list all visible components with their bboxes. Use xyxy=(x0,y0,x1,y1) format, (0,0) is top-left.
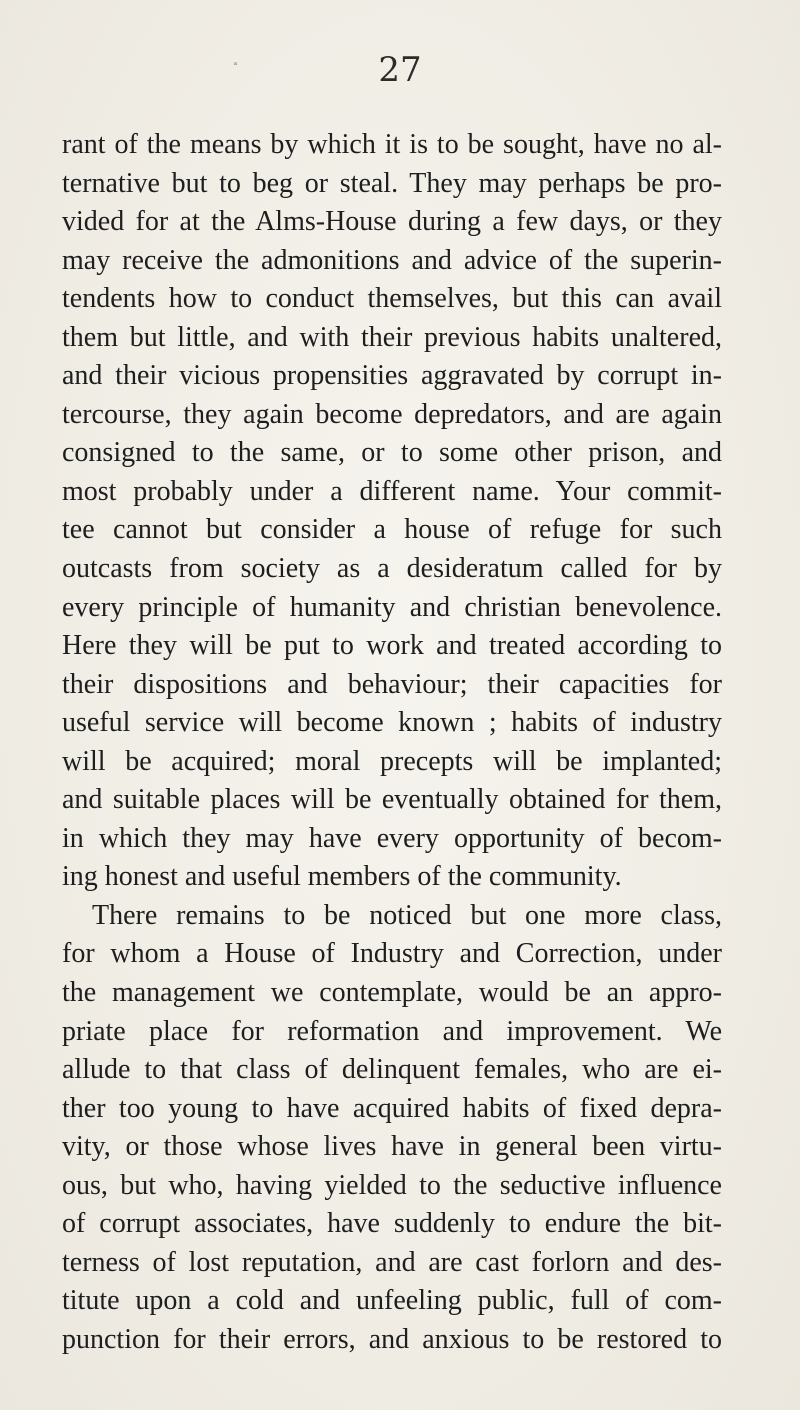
text-line: tee cannot but consider a house of refuge for such xyxy=(62,514,722,546)
text-line: tendents how to conduct themselves, but this can avail xyxy=(62,283,722,315)
text-line: them but little, and with their previous habits unaltered, xyxy=(62,321,722,353)
text-line: consigned to the same, or to some other prison, and xyxy=(62,437,722,469)
text-line: ther too young to have acquired habits of fixed depra- xyxy=(62,1092,722,1124)
text-line: ing honest and useful members of the community. xyxy=(62,861,622,893)
text-line: and suitable places will be eventually obtained for them, xyxy=(62,784,722,816)
text-line: will be acquired; moral precepts will be implanted; xyxy=(62,745,722,777)
text-line: ous, but who, having yielded to the seductive influence xyxy=(62,1169,722,1201)
text-line: outcasts from society as a desideratum called for by xyxy=(62,553,722,585)
text-line: ternative but to beg or steal. They may perhaps be pro- xyxy=(62,167,722,199)
text-line: tercourse, they again become depredators, and are again xyxy=(62,398,722,430)
text-line: in which they may have every opportunity of becom- xyxy=(62,822,722,854)
margin-speck: ˟ xyxy=(232,62,239,78)
text-line: every principle of humanity and christian benevolence. xyxy=(62,591,722,623)
text-line: of corrupt associates, have suddenly to endure the bit- xyxy=(62,1208,722,1240)
text-line: Here they will be put to work and treated according to xyxy=(62,630,722,662)
text-line: punction for their errors, and anxious to be restored to xyxy=(62,1323,722,1355)
text-line: and their vicious propensities aggravated by corrupt in- xyxy=(62,360,722,392)
text-line: vity, or those whose lives have in general been virtu- xyxy=(62,1131,722,1163)
body-text xyxy=(62,126,722,1360)
text-line: vided for at the Alms-House during a few days, or they xyxy=(62,206,722,238)
text-line: priate place for reformation and improvement. We xyxy=(62,1015,722,1047)
paragraph-first-line: There remains to be noticed but one more class, xyxy=(92,899,722,931)
text-line: for whom a House of Industry and Correction, under xyxy=(62,938,722,970)
text-line: titute upon a cold and unfeeling public, full of com- xyxy=(62,1285,722,1317)
text-line: rant of the means by which it is to be sought, have no al- xyxy=(62,129,722,160)
text-line: useful service will become known ; habits of industry xyxy=(62,707,722,739)
text-line: their dispositions and behaviour; their capacities for xyxy=(62,668,722,700)
text-line: the management we contemplate, would be an appro- xyxy=(62,977,722,1009)
text-line: allude to that class of delinquent females, who are ei- xyxy=(62,1054,722,1086)
page-number: 27 xyxy=(378,50,422,90)
text-line: may receive the admonitions and advice of the superin- xyxy=(62,244,722,276)
text-line: terness of lost reputation, and are cast forlorn and des- xyxy=(62,1246,722,1278)
text-line: most probably under a different name. Your commit- xyxy=(62,475,722,507)
